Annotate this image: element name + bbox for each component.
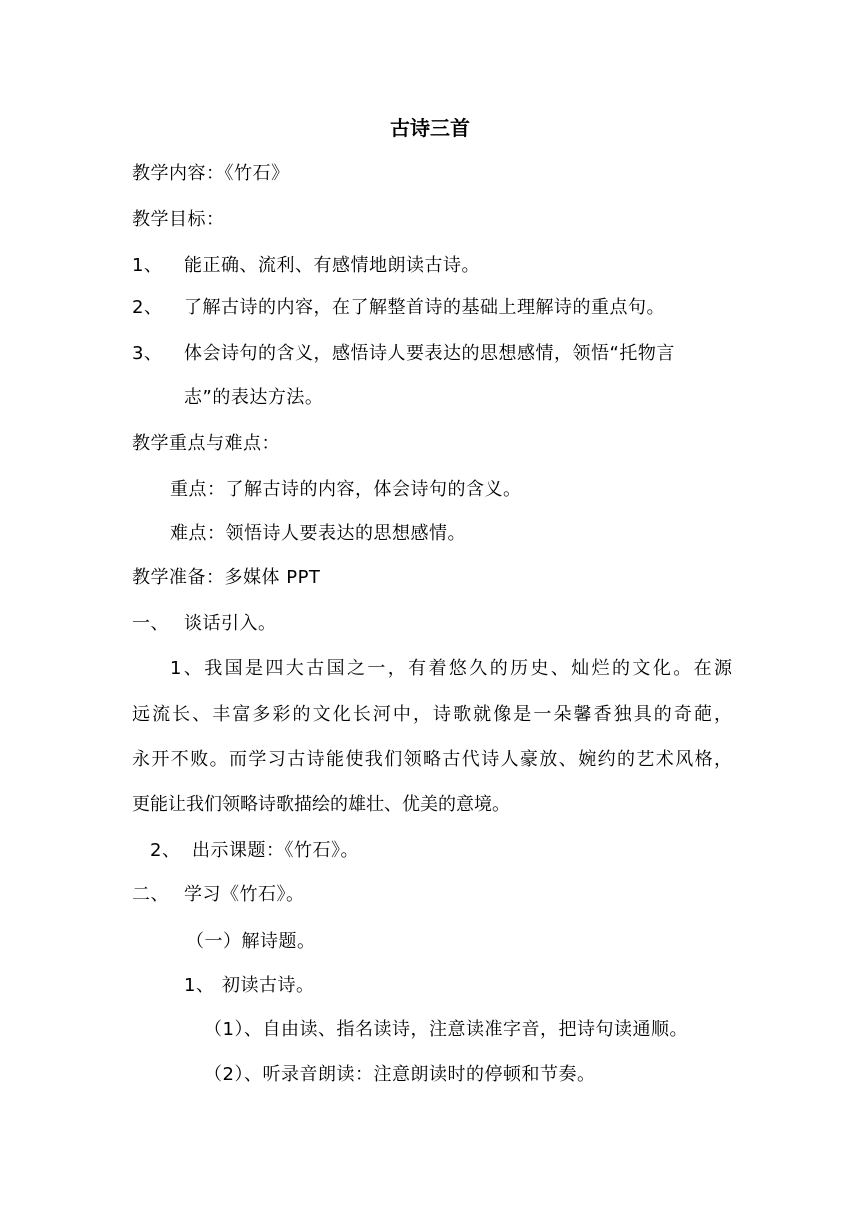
step-2: （2）、听录音朗读：注意朗读时的停顿和节奏。 [204,1064,596,1085]
goal-item-3-text: 体会诗句的含义，感悟诗人要表达的思想感情，领悟“托物言 [184,343,675,364]
goal-item-1-text: 能正确、流利、有感情地朗读古诗。 [184,255,480,276]
section-2-number: 二、 [132,884,169,905]
key-point: 重点：了解古诗的内容，体会诗句的含义。 [170,479,522,500]
paragraph-1-line-2: 远流长、丰富多彩的文化长河中，诗歌就像是一朵馨香独具的奇葩， [132,704,732,725]
item-2-number: 2、 [150,840,181,861]
teaching-content: 教学内容：《竹石》 [132,163,290,184]
paragraph-1-line-3: 永开不败。而学习古诗能使我们领略古代诗人豪放、婉约的艺术风格， [132,749,732,770]
key-points-label: 教学重点与难点： [132,433,280,454]
section-2-heading: 学习《竹石》。 [184,884,305,905]
section-1-number: 一、 [132,613,169,634]
difficult-point: 难点：领悟诗人要表达的思想感情。 [170,523,466,544]
item-2-text: 出示课题：《竹石》。 [192,840,359,861]
paragraph-1-line-1: 1、我国是四大古国之一，有着悠久的历史、灿烂的文化。在源 [170,658,732,679]
section-1-heading: 谈话引入。 [184,613,277,634]
subsection-1-heading: （一）解诗题。 [186,931,316,952]
subsection-item-1-number: 1、 [184,975,215,996]
goal-item-3-continuation: 志”的表达方法。 [184,387,324,408]
goal-item-1-number: 1、 [132,255,163,276]
step-1: （1）、自由读、指名读诗，注意读准字音，把诗句读通顺。 [204,1019,688,1040]
subsection-item-1-text: 初读古诗。 [222,975,315,996]
goal-item-2-text: 了解古诗的内容，在了解整首诗的基础上理解诗的重点句。 [184,297,665,318]
paragraph-1-line-4: 更能让我们领略诗歌描绘的雄壮、优美的意境。 [132,794,510,815]
goal-item-3-number: 3、 [132,343,163,364]
goal-item-2-number: 2、 [132,297,163,318]
teaching-preparation: 教学准备：多媒体 PPT [132,567,321,588]
teaching-goals-label: 教学目标： [132,209,225,230]
document-title: 古诗三首 [390,116,470,140]
